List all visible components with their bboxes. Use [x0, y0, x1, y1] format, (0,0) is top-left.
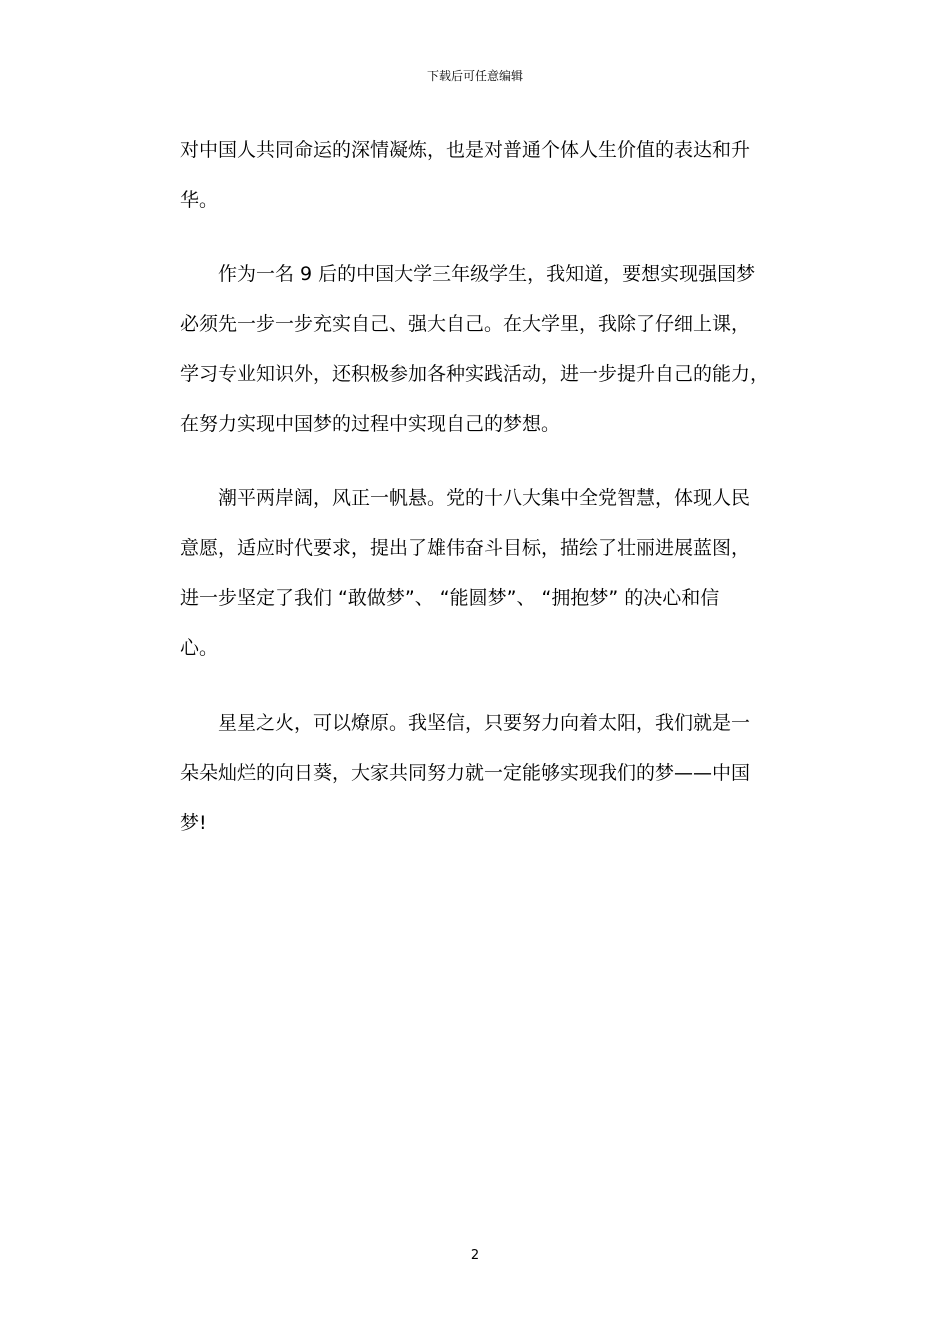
page-header: 下载后可任意编辑	[426, 69, 523, 83]
paragraph-spacer	[180, 455, 770, 479]
text-line: 华。	[180, 189, 219, 211]
paragraph	[180, 479, 770, 679]
text-line: 学习专业知识外，还积极参加各种实践活动，进一步提升自己的能力，	[180, 363, 770, 385]
text-line: 星星之火，可以燎原。我坚信，只要努力向着太阳，我们就是一	[218, 712, 751, 734]
text-line: 潮平两岸阔，风正一帆悬。党的十八大集中全党智慧，体现人民	[218, 487, 751, 509]
text-line: 进一步坚定了我们 “敢做梦”、 “能圆梦”、 “拥抱梦” 的决心和信	[180, 587, 720, 609]
paragraph-spacer	[180, 231, 770, 255]
text-line: 作为一名 9 后的中国大学三年级学生，我知道，要想实现强国梦	[218, 263, 756, 285]
text-line: 必须先一步一步充实自己、强大自己。在大学里，我除了仔细上课，	[180, 313, 751, 335]
paragraph	[180, 704, 770, 854]
text-line: 梦!	[180, 812, 207, 834]
text-line: 对中国人共同命运的深情凝炼，也是对普通个体人生价值的表达和升	[180, 139, 751, 161]
document-body	[180, 131, 770, 854]
paragraph	[180, 255, 770, 455]
page-number: 2	[470, 1248, 480, 1263]
text-line: 心。	[180, 637, 219, 659]
text-line: 意愿，适应时代要求，提出了雄伟奋斗目标，描绘了壮丽进展蓝图，	[180, 537, 751, 559]
text-line: 在努力实现中国梦的过程中实现自己的梦想。	[180, 413, 561, 435]
paragraph	[180, 131, 770, 231]
paragraph-spacer	[180, 679, 770, 704]
text-line: 朵朵灿烂的向日葵，大家共同努力就一定能够实现我们的梦——中国	[180, 762, 751, 784]
